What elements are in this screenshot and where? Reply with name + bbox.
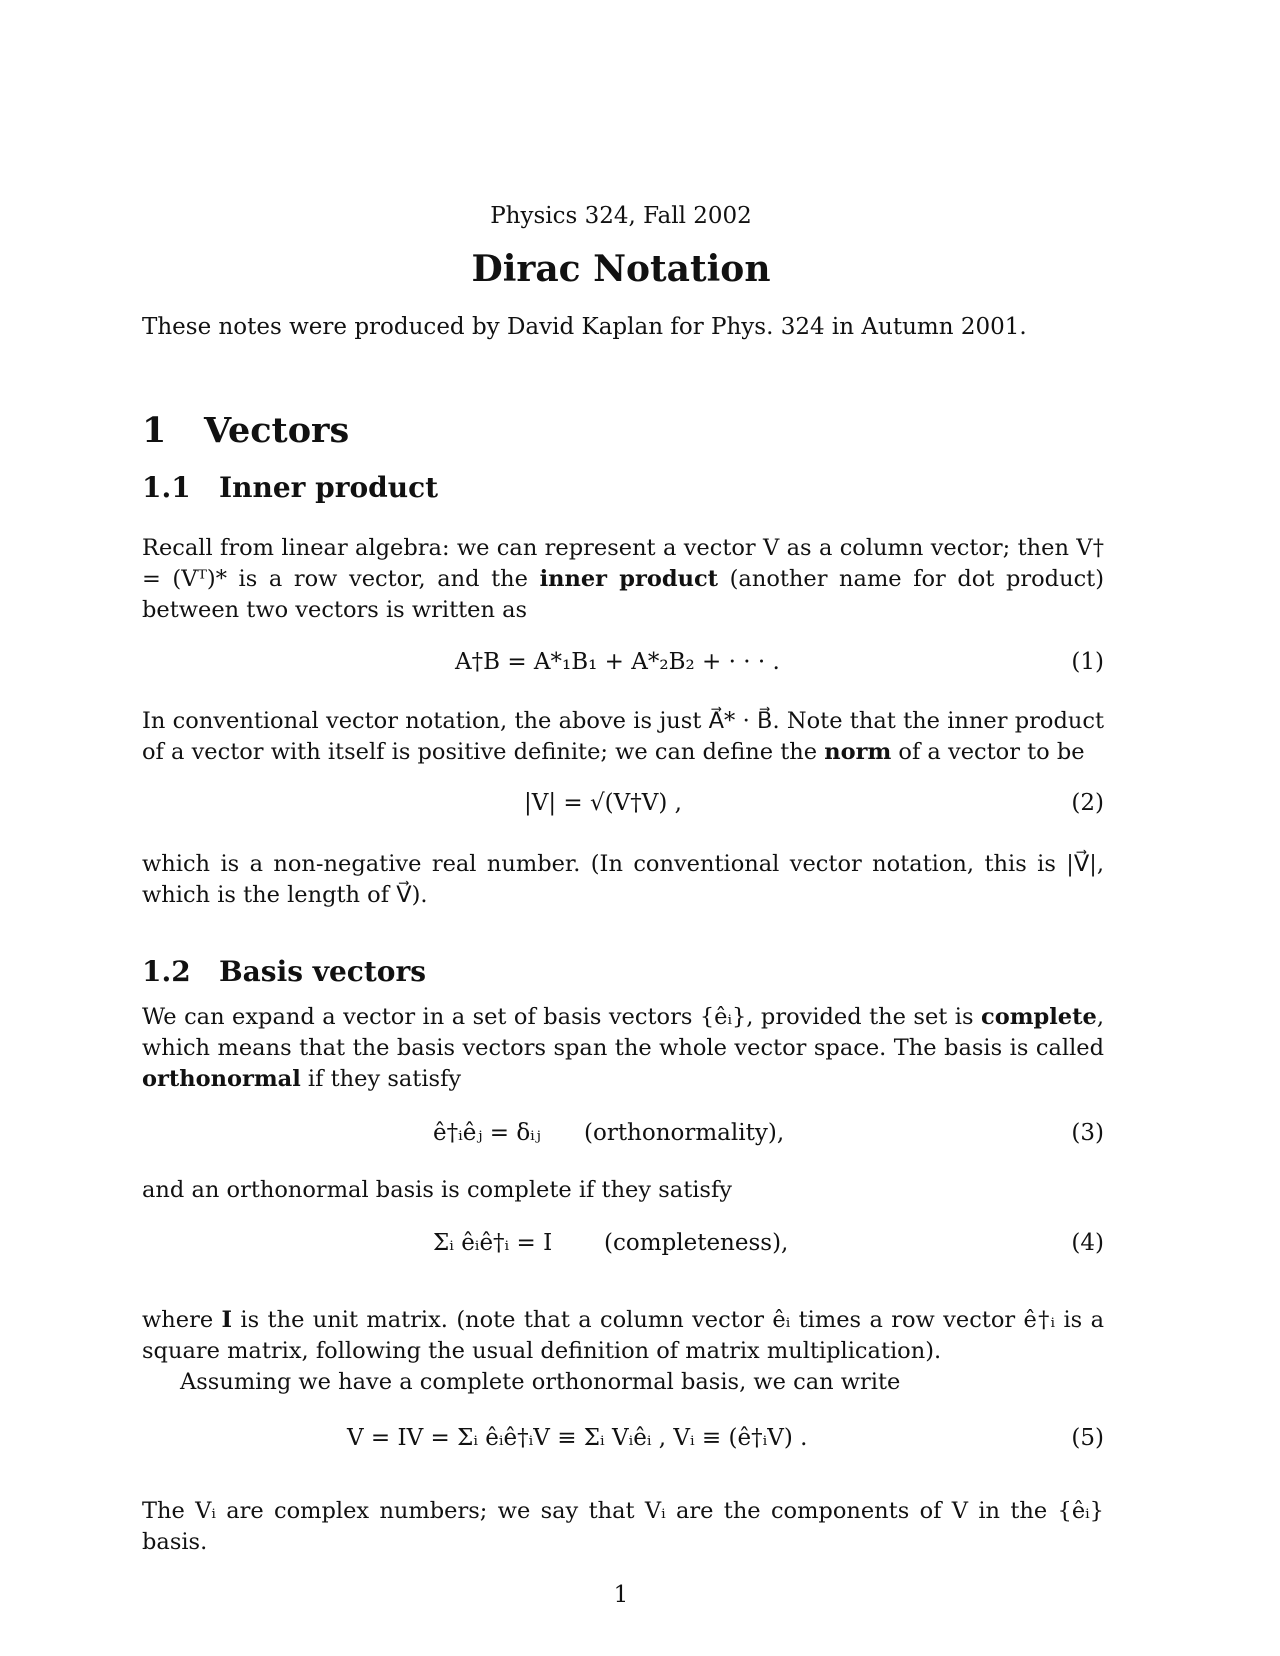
page-number: 1 — [613, 1582, 629, 1608]
paragraph-unit-matrix — [142, 1305, 1104, 1367]
subsection-number: 1.1 — [142, 471, 191, 504]
text-run: , which means that the basis vectors span the whole vector space. The basis is called — [142, 1004, 1104, 1061]
paragraph-components: The Vᵢ are complex numbers; we say that Vᵢ are the components of V in the {êᵢ} basis. — [142, 1498, 1104, 1555]
paragraph-assuming: Assuming we have a complete orthonormal basis, we can write — [180, 1369, 901, 1395]
subsection-number: 1.2 — [142, 955, 191, 988]
text-run: if they satisfy — [300, 1066, 462, 1092]
bold-term-norm: norm — [824, 739, 892, 765]
equation-2: |V| = √(V†V) , — [524, 790, 682, 816]
section-heading-vectors — [142, 410, 349, 451]
equation-number-4: (4) — [1071, 1230, 1104, 1256]
subsection-title: Basis vectors — [219, 955, 426, 988]
text-run: where — [142, 1307, 222, 1333]
text-run: (another name for dot product) between two vectors is written as — [142, 566, 1104, 623]
paragraph-length: which is a non-negative real number. (In conventional vector notation, this is |V⃗|, which is the length of V⃗). — [142, 851, 1104, 908]
bold-term-complete: complete — [981, 1004, 1097, 1030]
equation-3-label: (orthonormality), — [584, 1120, 785, 1146]
equation-number-2: (2) — [1071, 790, 1104, 816]
subsection-heading-basis-vectors — [142, 955, 426, 988]
paragraph-norm — [142, 706, 1104, 768]
credit-line: These notes were produced by David Kaplan for Phys. 324 in Autumn 2001. — [142, 314, 1027, 340]
bold-symbol-unit-matrix: I — [221, 1307, 233, 1333]
equation-5: V = IV = Σᵢ êᵢê†ᵢV ≡ Σᵢ Vᵢêᵢ , Vᵢ ≡ (ê†ᵢV) . — [347, 1425, 808, 1451]
equation-4-label: (completeness), — [604, 1230, 789, 1256]
text-run: is the unit matrix. (note that a column vector êᵢ times a row vector ê†ᵢ is a square matrix, following the usual definition of matrix multiplication). — [142, 1307, 1104, 1364]
text-run: Recall from linear algebra: we can represent a vector V as a column vector; then V† = (Vᵀ)* is a row vector, and the — [142, 535, 1104, 592]
equation-1: A†B = A*₁B₁ + A*₂B₂ + · · · . — [455, 649, 780, 675]
section-number: 1 — [142, 410, 167, 451]
bold-term-orthonormal: orthonormal — [142, 1066, 301, 1092]
equation-number-3: (3) — [1071, 1120, 1104, 1146]
equation-number-5: (5) — [1071, 1425, 1104, 1451]
text-run: We can expand a vector in a set of basis vectors {êᵢ}, provided the set is — [142, 1004, 982, 1030]
paragraph-basis — [142, 1002, 1104, 1095]
subsection-heading-inner-product — [142, 471, 438, 504]
paragraph-inner-product — [142, 533, 1104, 626]
section-title: Vectors — [204, 410, 350, 451]
equation-3: ê†ᵢêⱼ = δᵢⱼ — [433, 1120, 541, 1146]
text-run: In conventional vector notation, the above is just A⃗* · B⃗. Note that the inner product of a vector with itself is positive definite; we can define the — [142, 708, 1104, 765]
subsection-title: Inner product — [219, 471, 439, 504]
text-run: of a vector to be — [891, 739, 1085, 765]
equation-number-1: (1) — [1071, 649, 1104, 675]
document-title: Dirac Notation — [471, 248, 771, 290]
bold-term-inner-product: inner product — [539, 566, 719, 592]
paragraph-completeness-intro: and an orthonormal basis is complete if they satisfy — [142, 1177, 733, 1203]
course-header: Physics 324, Fall 2002 — [490, 203, 752, 229]
equation-4: Σᵢ êᵢê†ᵢ = I — [433, 1230, 553, 1256]
